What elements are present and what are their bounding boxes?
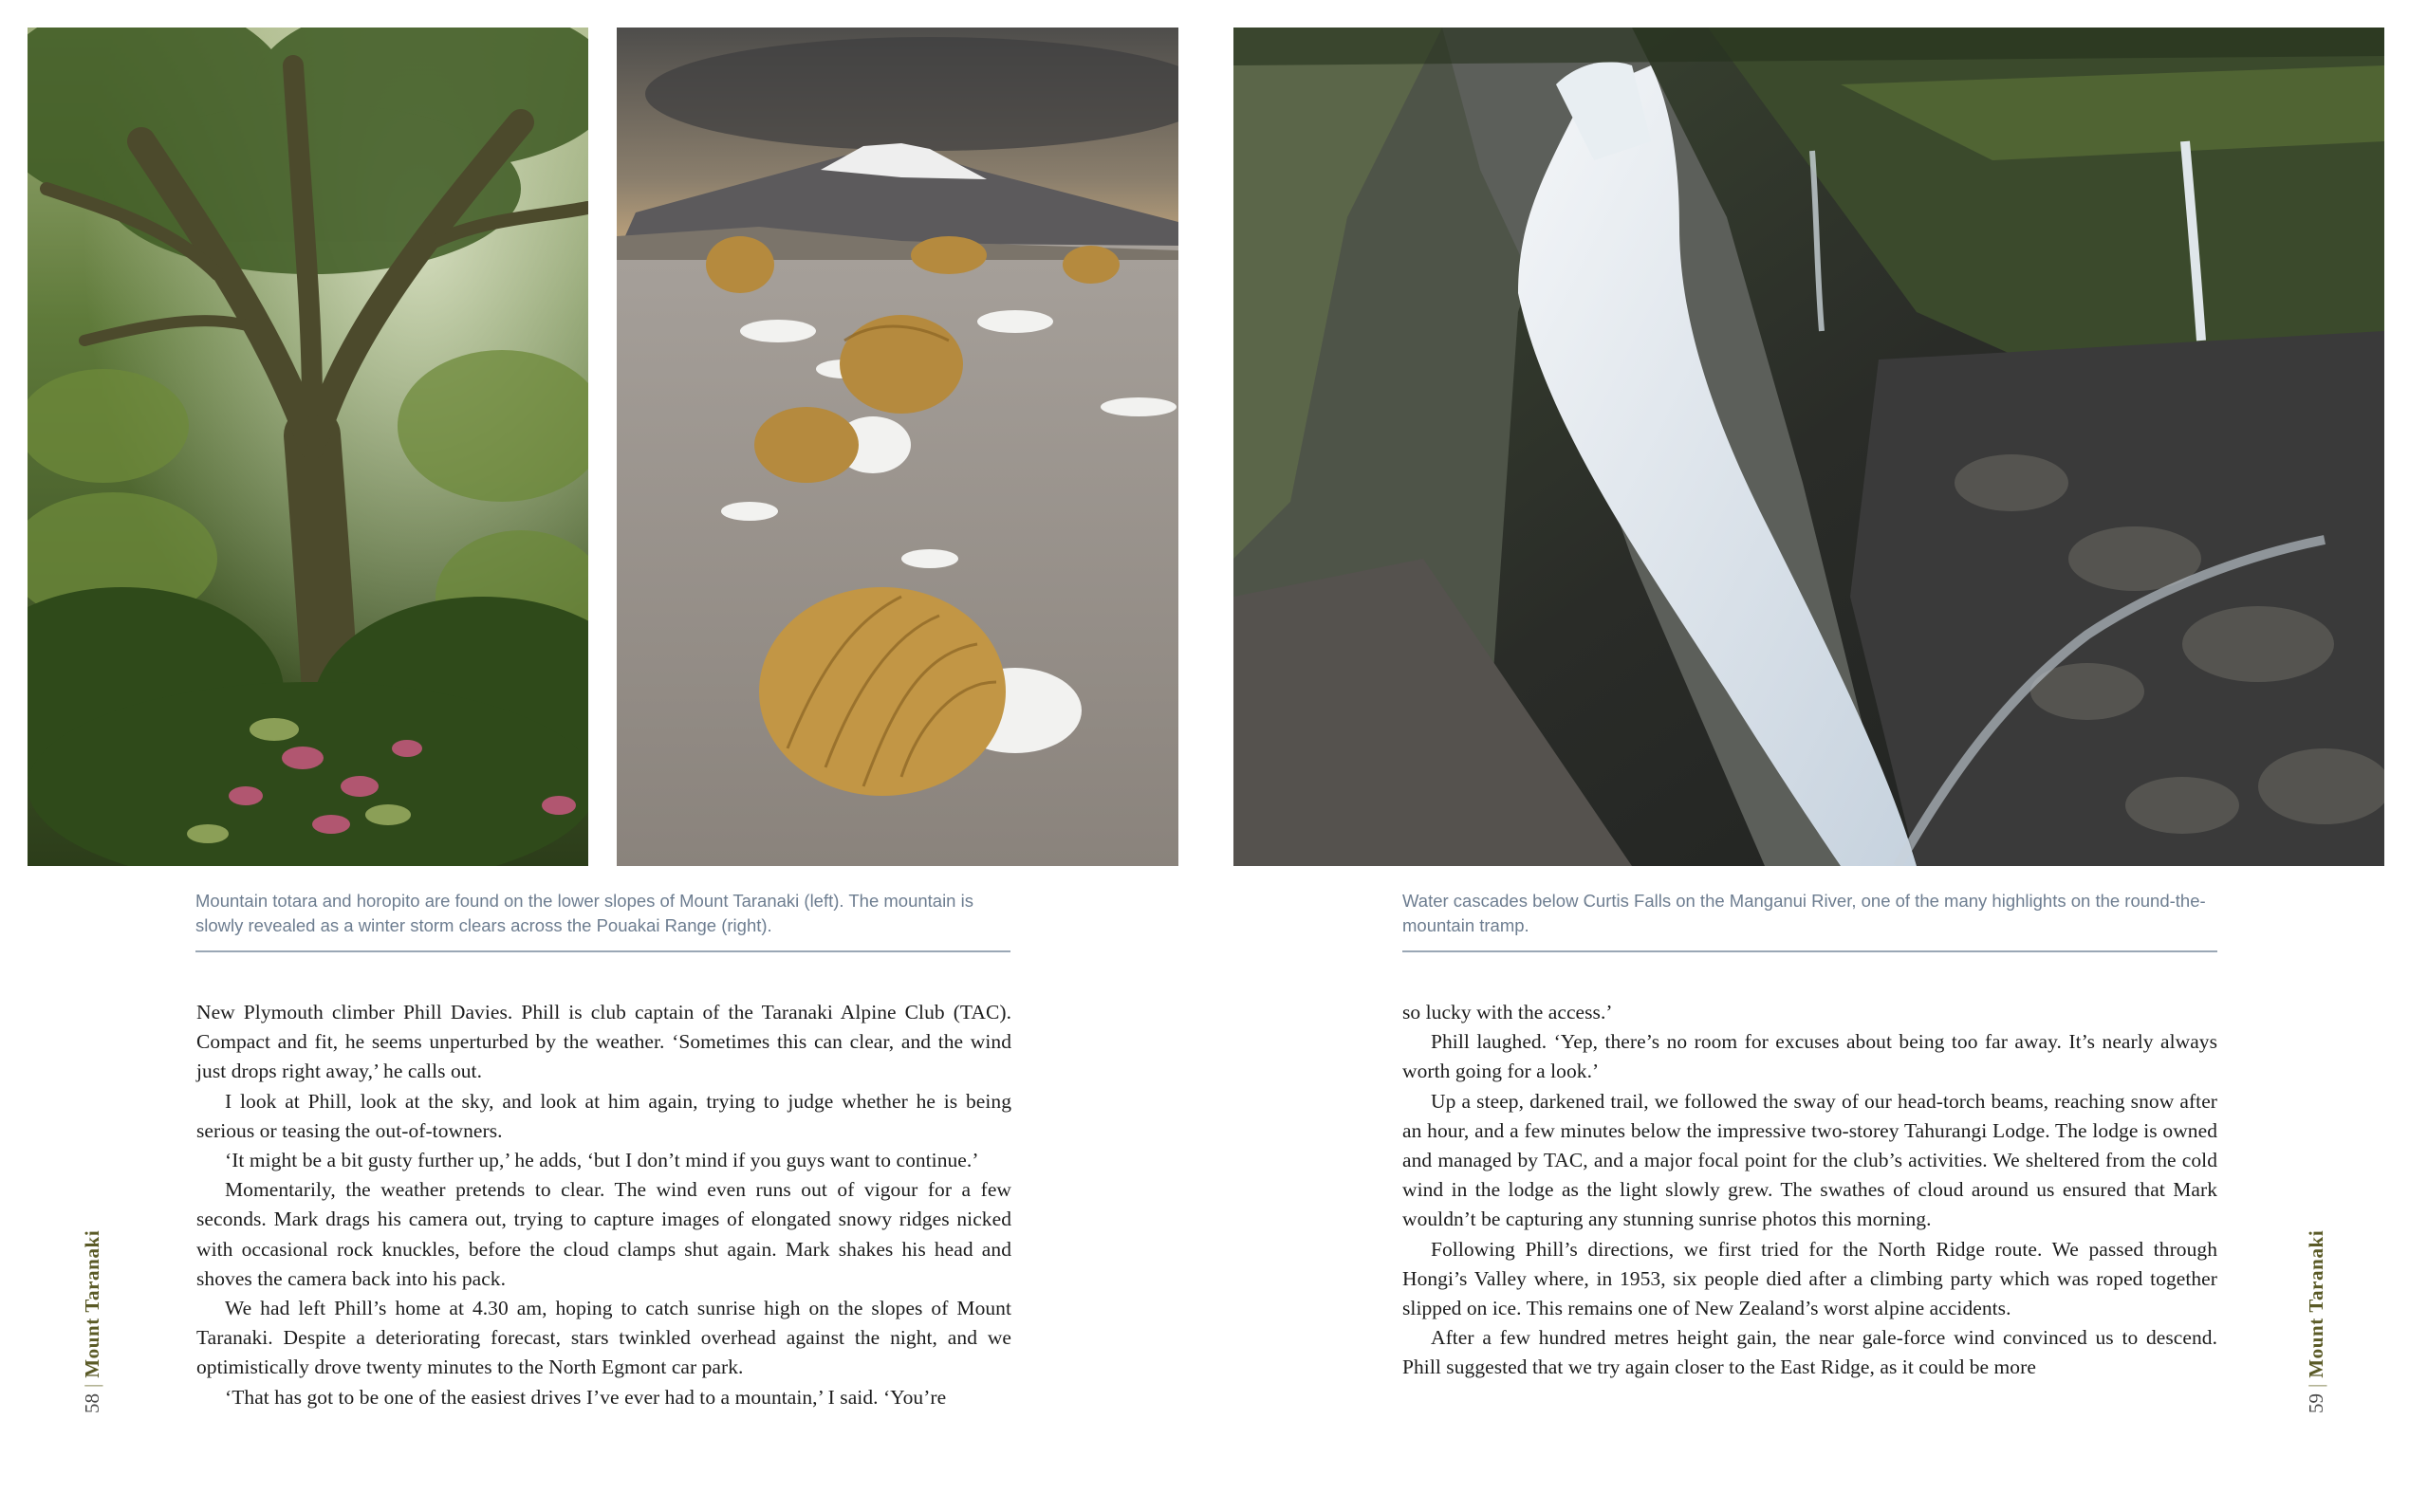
tussock-mountain-photo bbox=[617, 28, 1178, 866]
left-page-folio bbox=[78, 1195, 106, 1413]
forest-photo bbox=[28, 28, 588, 866]
caption-divider-left bbox=[195, 950, 1010, 952]
folio-separator: | bbox=[2305, 1383, 2327, 1388]
page-number: 58 bbox=[81, 1393, 103, 1413]
page-number: 59 bbox=[2305, 1393, 2327, 1413]
folio-separator: | bbox=[81, 1383, 103, 1388]
right-page-body-text bbox=[1402, 998, 2217, 1383]
body-paragraph: After a few hundred metres height gain, the near gale-force wind convinced us to descend. Phill suggested that we try again closer to the East Ridge, as it could be more bbox=[1402, 1326, 2217, 1379]
body-paragraph: ‘It might be a bit gusty further up,’ he adds, ‘but I don’t mind if you guys want to continue.’ bbox=[225, 1149, 979, 1172]
body-paragraph: Up a steep, darkened trail, we followed the sway of our head-torch beams, reaching snow after an hour, and a few minutes below the impressive two-storey Tahurangi Lodge. The lodge is owned and managed by TAC, and a major focal point for the club’s activities. We sheltered from the cold wind in the lodge as the light slowly grew. The swathes of cloud around us ensured that Mark wouldn’t be capturing any stunning sunrise photos this morning. bbox=[1402, 1089, 2217, 1231]
left-photo-caption: Mountain totara and horopito are found on the lower slopes of Mount Taranaki (left). The mountain is slowly revealed as a winter storm clears across the Pouakai Range (right). bbox=[195, 891, 973, 935]
body-paragraph: Phill laughed. ‘Yep, there’s no room for excuses about being too far away. It’s nearly always worth going for a look.’ bbox=[1402, 1030, 2217, 1083]
body-paragraph: so lucky with the access.’ bbox=[1402, 1001, 1613, 1023]
running-title: Mount Taranaki bbox=[2305, 1229, 2327, 1378]
body-paragraph: I look at Phill, look at the sky, and look at him again, trying to judge whether he is being serious or teasing the out-of-towners. bbox=[196, 1089, 1011, 1142]
body-paragraph: New Plymouth climber Phill Davies. Phill is club captain of the Taranaki Alpine Club (TAC). Compact and fit, he seems unperturbed by the weather. ‘Sometimes this can clear, and the wind just drops right away,’ he calls out. bbox=[196, 1001, 1011, 1083]
running-title: Mount Taranaki bbox=[81, 1229, 103, 1378]
body-paragraph: Momentarily, the weather pretends to clear. The wind even runs out of vigour for a few seconds. Mark drags his camera out, trying to capture images of elongated snowy ridges nicked with occasional rock knuckles, before the cloud clamps shut again. Mark shakes his head and shoves the camera back into his pack. bbox=[196, 1178, 1011, 1290]
left-page-body-text bbox=[196, 998, 1011, 1412]
caption-divider-right bbox=[1402, 950, 2217, 952]
body-paragraph: Following Phill’s directions, we first tried for the North Ridge route. We passed through Hongi’s Valley where, in 1953, six people died after a climbing party which was roped together slipped on ice. This remains one of New Zealand’s worst alpine accidents. bbox=[1402, 1237, 2217, 1320]
right-photo-caption: Water cascades below Curtis Falls on the Manganui River, one of the many highlights on the round-the-mountain tramp. bbox=[1402, 891, 2206, 935]
waterfall-photo bbox=[1233, 28, 2384, 866]
body-paragraph: We had left Phill’s home at 4.30 am, hoping to catch sunrise high on the slopes of Mount Taranaki. Despite a deteriorating forecast, stars twinkled overhead against the night, and we optimistically drove twenty minutes to the North Egmont car park. bbox=[196, 1297, 1011, 1379]
body-paragraph: ‘That has got to be one of the easiest drives I’ve ever had to a mountain,’ I said. ‘You’re bbox=[225, 1385, 947, 1409]
right-page-folio bbox=[2302, 1195, 2330, 1413]
